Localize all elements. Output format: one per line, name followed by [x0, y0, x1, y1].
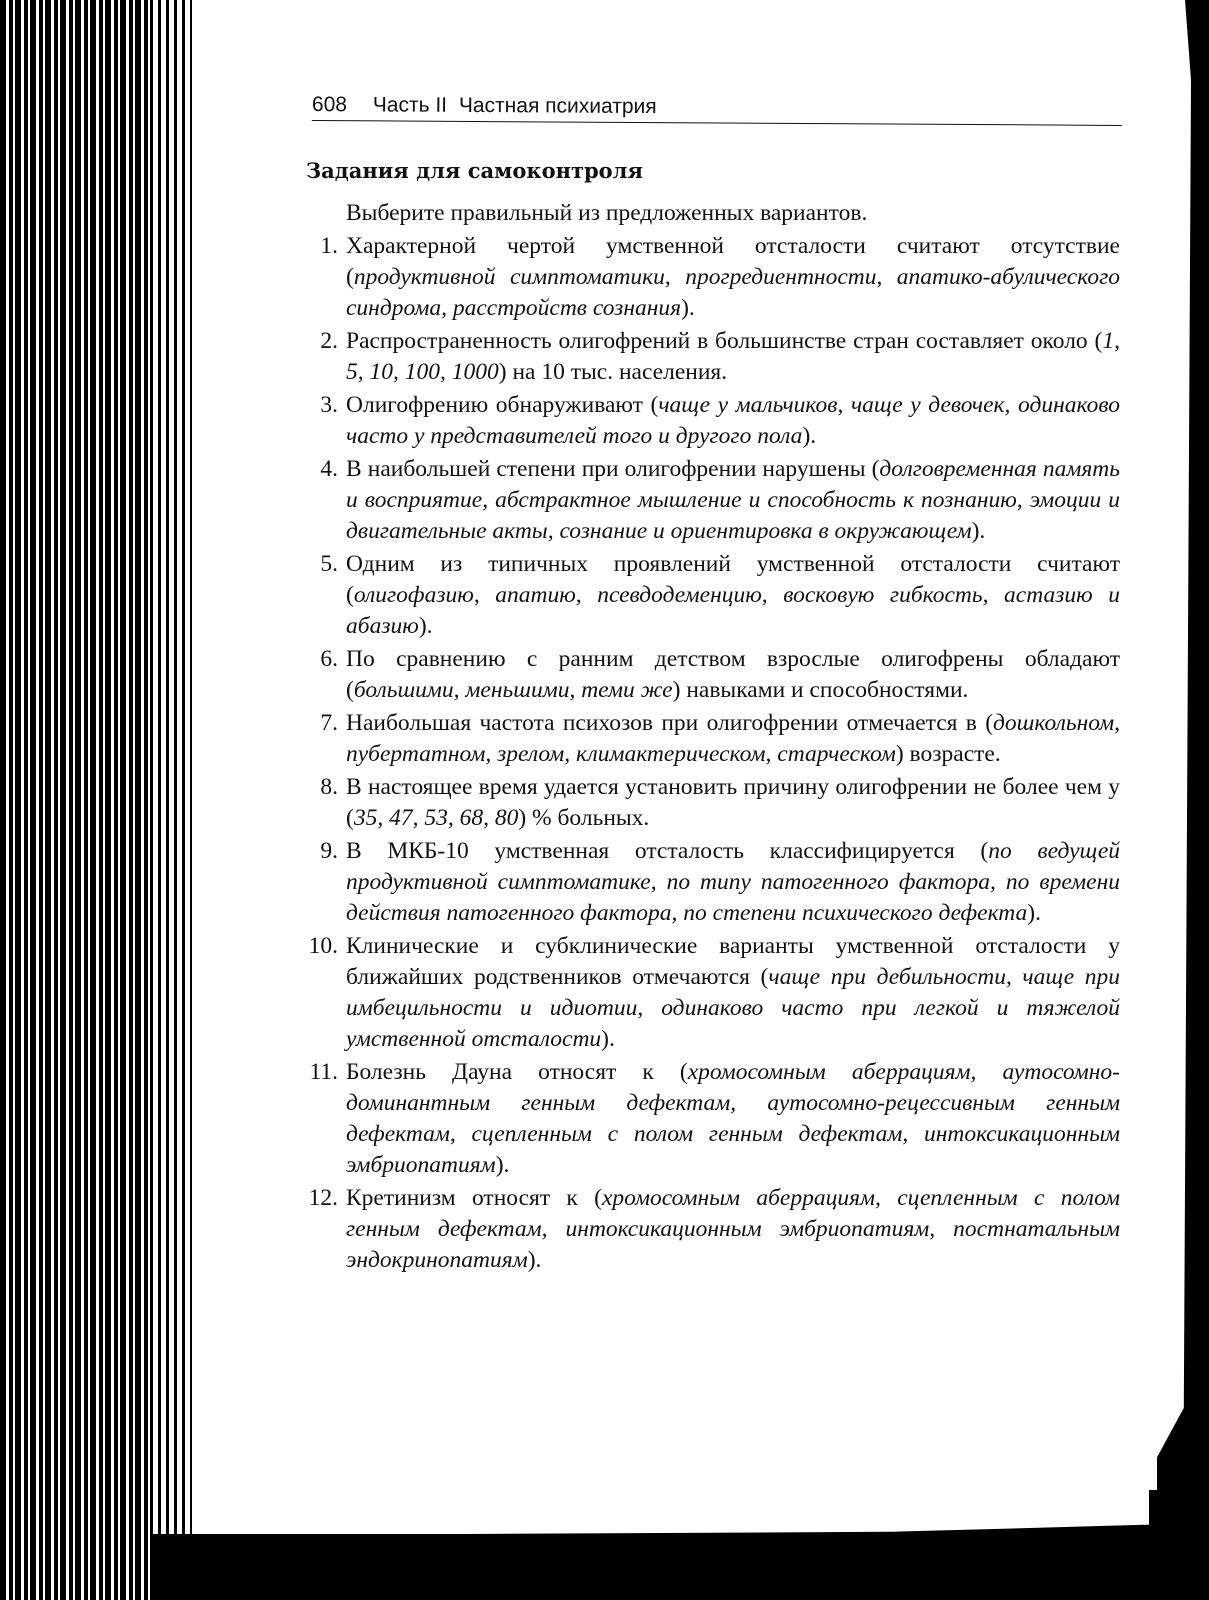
item-tail: ) возрасте. — [895, 741, 1001, 767]
item-stem: В настоящее время удается установить причину олигофрении не более чем у ( — [346, 774, 1120, 831]
exercise-item — [300, 454, 1120, 547]
item-stem: Характерной чертой умственной отсталости считают отсутствие ( — [346, 233, 1120, 290]
part-label: Часть II — [372, 93, 448, 117]
item-number: 8. — [320, 774, 338, 800]
book-page — [192, 0, 1157, 1490]
item-tail: ). — [601, 1026, 615, 1052]
item-stem: Олигофрению обнаруживают ( — [346, 392, 659, 418]
item-options: чаще у мальчиков, чаще у девочек, одинаково часто у представителей того и другого пола — [346, 392, 1120, 449]
exercise-item — [300, 836, 1120, 929]
item-tail: ). — [802, 423, 817, 449]
book-page-edge-bottom — [150, 1490, 1209, 1600]
item-options: дошкольном, пубертатном, зрелом, климактерическом, старческом — [346, 710, 1120, 767]
item-options: 1, 5, 10, 100, 1000 — [346, 328, 1120, 385]
item-options: 35, 47, 53, 68, 80 — [353, 805, 519, 831]
item-options: долговременная память и восприятие, абстрактное мышление и способность к познанию, эмоции и двигательные акты, сознание и ориентировка в окружающем — [346, 456, 1120, 544]
item-stem: В МКБ-10 умственная отсталость классифицируется ( — [346, 838, 989, 864]
item-stem: Кретинизм относят к ( — [346, 1185, 602, 1211]
item-number: 6. — [320, 646, 338, 672]
exercise-list — [300, 231, 1120, 1276]
exercise-item — [300, 644, 1120, 706]
item-tail: ) на 10 тыс. населения. — [498, 359, 728, 385]
exercise-item — [300, 772, 1120, 834]
exercise-item — [300, 1183, 1120, 1276]
item-options: чаще при дебильности, чаще при имбецильности и идиотии, одинаково часто при легкой и тяжелой умственной отсталости — [346, 964, 1120, 1052]
item-options: по ведущей продуктивной симптоматике, по типу патогенного фактора, по времени действия патогенного фактора, по степени психического дефекта — [346, 838, 1121, 926]
item-number: 11. — [309, 1059, 338, 1085]
exercise-item — [300, 390, 1120, 452]
item-stem: В наибольшей степени при олигофрении нарушены ( — [346, 456, 880, 482]
item-tail: ). — [681, 295, 695, 321]
item-tail: ). — [495, 1152, 510, 1178]
item-tail: ). — [971, 518, 986, 544]
item-tail: ). — [418, 613, 433, 639]
item-number: 4. — [320, 456, 338, 482]
item-tail: ). — [527, 1247, 542, 1273]
item-number: 12. — [308, 1185, 338, 1211]
item-number: 5. — [320, 551, 338, 577]
exercise-item — [300, 1057, 1120, 1181]
item-number: 9. — [320, 838, 338, 864]
exercise-item — [300, 708, 1120, 770]
section-title: Задания для самоконтроля — [306, 158, 643, 183]
item-tail: ) % больных. — [518, 805, 650, 831]
item-stem: Болезнь Дауна относят к ( — [346, 1059, 688, 1085]
item-options: большими, меньшими, теми же — [353, 677, 673, 703]
exercise-list-container — [300, 198, 1120, 1276]
item-number: 2. — [320, 328, 338, 354]
item-number: 7. — [320, 710, 338, 736]
item-number: 10. — [308, 933, 338, 959]
item-tail: ) навыками и способностями. — [672, 677, 969, 703]
exercise-item — [300, 326, 1120, 388]
item-stem: Распространенность олигофрений в большинстве стран составляет около ( — [346, 328, 1103, 354]
exercise-item — [300, 231, 1120, 324]
item-stem: Клинические и субклинические варианты умственной отсталости у ближайших родственников отмечаются ( — [346, 933, 1120, 990]
item-options: хромосомным аберрациям, аутосомно-доминантным генным дефектам, аутосомно-рецессивным генным дефектам, сцепленным с полом генным дефектам, интоксикационным эмбриопатиям — [346, 1059, 1120, 1178]
item-stem: Одним из типичных проявлений умственной отсталости считают ( — [346, 551, 1120, 608]
item-stem: Наибольшая частота психозов при олигофрении отмечается в ( — [346, 710, 994, 736]
item-tail: ). — [1027, 900, 1041, 926]
part-title: Частная психиатрия — [458, 93, 657, 119]
exercise-item — [300, 931, 1120, 1055]
book-page-edge-right — [1149, 0, 1209, 1600]
item-number: 1. — [320, 233, 338, 259]
running-head — [312, 93, 1122, 126]
instructions: Выберите правильный из предложенных вариантов. — [346, 200, 868, 226]
exercise-item — [300, 549, 1120, 642]
item-options: хромосомным аберрациям, сцепленным с полом генным дефектам, интоксикационным эмбриопатиям, постнатальным эндокринопатиям — [346, 1185, 1120, 1273]
page-number: 608 — [311, 93, 348, 117]
book-page-edges-left — [0, 0, 192, 1600]
item-number: 3. — [320, 392, 338, 418]
item-options: продуктивной симптоматики, прогредиентности, апатико-абулического синдрома, расстройств сознания — [346, 264, 1120, 321]
item-options: олигофазию, апатию, псевдодеменцию, восковую гибкость, астазию и абазию — [346, 582, 1120, 639]
item-stem: По сравнению с ранним детством взрослые олигофрены обладают ( — [346, 646, 1120, 703]
